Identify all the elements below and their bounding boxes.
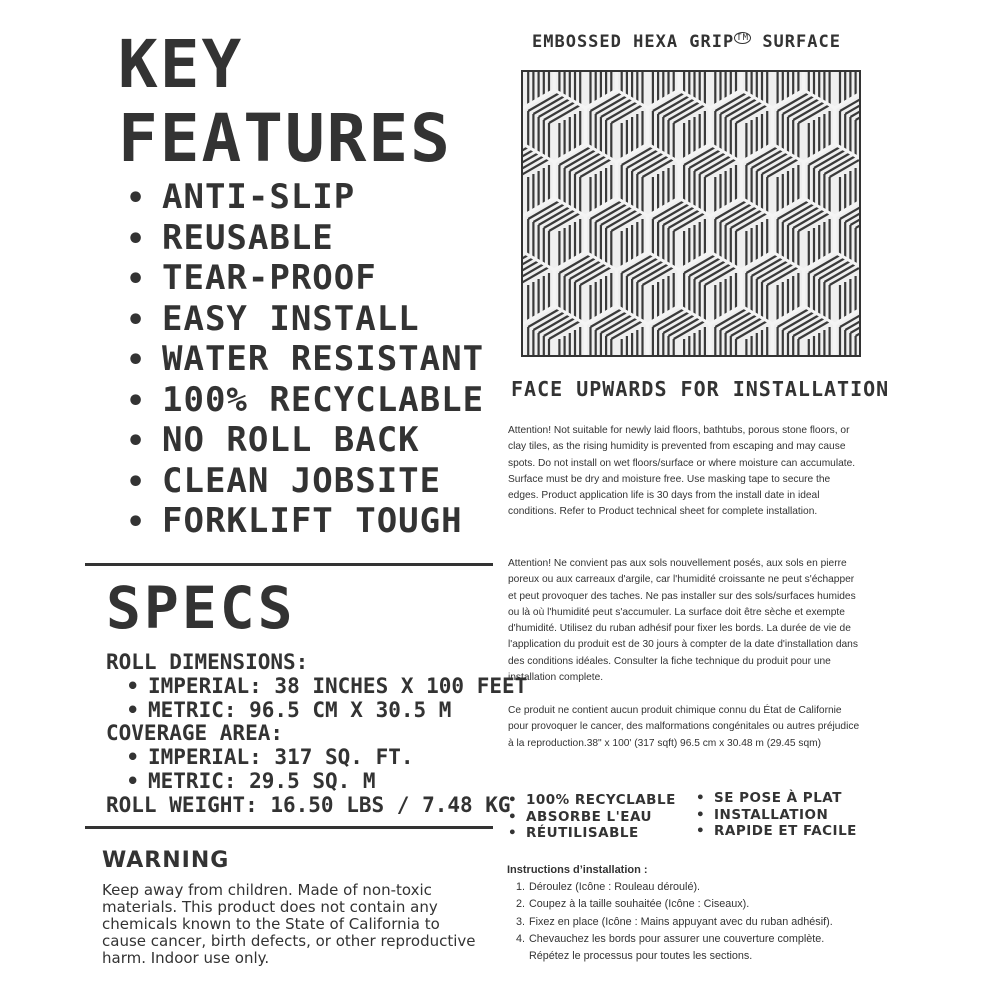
face-upwards-title: FACE UPWARDS FOR INSTALLATION: [511, 377, 890, 401]
feature-item: • FORKLIFT TOUGH: [126, 502, 484, 543]
surface-title: [532, 32, 841, 52]
french-features-left: [508, 792, 676, 842]
step-number: 1.: [516, 881, 526, 893]
attention-french: Attention! Ne convient pas aux sols nouvellement posés, aux sols en pierre poreux ou aux carreaux d'argile, car l'humidité croissante ne peut s'échapper et peut provoquer des taches. Ne pas installer sur des sols/surfaces humides ou là où l'humidité peut s'accumuler. La surface doit être sèche et exempte d'humidité. Utilisez du ruban adhésif pour fixer les bords. La durée de vie de l'application du produit est de 30 jours à compter de la date d'installation dans des conditions idéales. Consulter la fiche technique du produit pour une installation complete.: [508, 558, 858, 684]
french-features-right: [696, 790, 857, 840]
surface-title-text: EMBOSSED HEXA GRIP: [532, 32, 735, 52]
coverage-imperial-text: IMPERIAL: 317 SQ. FT.: [148, 745, 414, 769]
roll-imperial: [126, 674, 527, 698]
instruction-step: [516, 931, 856, 966]
trademark-mark: TM: [736, 33, 750, 44]
specs-title: SPECS: [106, 574, 296, 642]
feature-item: • WATER RESISTANT: [126, 340, 484, 381]
step-text: Chevauchez les bords pour assurer une couverture complète. Répétez le processus pour toutes les sections.: [529, 932, 825, 963]
california-notice-french: Ce produit ne contient aucun produit chimique connu du État de Californie pour provoquer le cancer, des malformations congénitales ou autres préjudice à la reproduction.38" x 100' (317 sqft) 96.5 cm x 30.48 m (29.45 sqm): [508, 705, 860, 749]
key-features-title-line1: KEY: [118, 26, 244, 103]
feature-item: • CLEAN JOBSITE: [126, 462, 484, 503]
feature-item: • TEAR-PROOF: [126, 259, 484, 300]
step-text: Fixez en place (Icône : Mains appuyant avec du ruban adhésif).: [529, 915, 833, 928]
instructions-title: Instructions d’installation :: [507, 864, 648, 876]
roll-dimensions-label: ROLL DIMENSIONS:: [106, 650, 309, 674]
coverage-metric: [126, 769, 376, 793]
surface-title-suffix: SURFACE: [751, 32, 841, 52]
roll-metric-text: METRIC: 96.5 CM X 30.5 M: [148, 698, 452, 722]
coverage-metric-text: METRIC: 29.5 SQ. M: [148, 769, 376, 793]
step-number: 2.: [516, 898, 526, 911]
feature-fr-item: • ABSORBE L'EAU: [508, 809, 676, 826]
feature-item: • 100% RECYCLABLE: [126, 381, 484, 422]
step-number: 3.: [516, 915, 526, 928]
hexagon-pattern: [523, 72, 859, 355]
feature-fr-item: • RÉUTILISABLE: [508, 825, 676, 842]
roll-metric: [126, 698, 451, 722]
roll-imperial-text: IMPERIAL: 38 INCHES X 100 FEET: [148, 674, 528, 698]
feature-fr-item: • SE POSE À PLAT: [696, 790, 857, 807]
feature-fr-item: • INSTALLATION: [696, 807, 857, 824]
coverage-imperial: [126, 745, 414, 769]
coverage-label: COVERAGE AREA:: [106, 721, 284, 745]
instructions-list: [516, 879, 856, 965]
key-features-title: [118, 28, 452, 176]
warning-title: WARNING: [102, 848, 230, 873]
key-features-list: [126, 178, 484, 543]
feature-item: • EASY INSTALL: [126, 300, 484, 341]
step-text: Coupez à la taille souhaitée (Icône : Ciseaux).: [529, 898, 750, 911]
attention-english: Attention! Not suitable for newly laid floors, bathtubs, porous stone floors, or clay tiles, as the rising humidity is prevented from escaping and may cause spots. Do not install on wet floors/surface or where moisture can accumulate. Surface must be dry and moisture free. Use masking tape to secure the edges. Product application life is 30 days from the install date in ideal conditions. Refer to Product technical sheet for complete installation.: [508, 425, 856, 518]
step-number: 4.: [516, 932, 526, 945]
step-text: Déroulez (Icône : Rouleau déroulé).: [529, 881, 701, 893]
feature-fr-item: • RAPIDE ET FACILE: [696, 823, 857, 840]
warning-text: Keep away from children. Made of non-toxic materials. This product does not contain any chemicals known to the State of California to cause cancer, birth defects, or other reproductive harm. Indoor use only.: [102, 881, 476, 967]
instruction-step: [516, 879, 856, 896]
roll-weight: ROLL WEIGHT: 16.50 LBS / 7.48 KG: [106, 793, 511, 817]
feature-item: • ANTI-SLIP: [126, 178, 484, 219]
feature-fr-item: • 100% RECYCLABLE: [508, 792, 676, 809]
hexa-grip-surface-image: [521, 70, 861, 357]
divider: [85, 563, 493, 566]
instruction-step: [516, 896, 856, 913]
key-features-title-line2: FEATURES: [118, 100, 452, 177]
instruction-step: [516, 914, 856, 931]
divider: [85, 826, 493, 829]
feature-item: • REUSABLE: [126, 219, 484, 260]
feature-item: • NO ROLL BACK: [126, 421, 484, 462]
